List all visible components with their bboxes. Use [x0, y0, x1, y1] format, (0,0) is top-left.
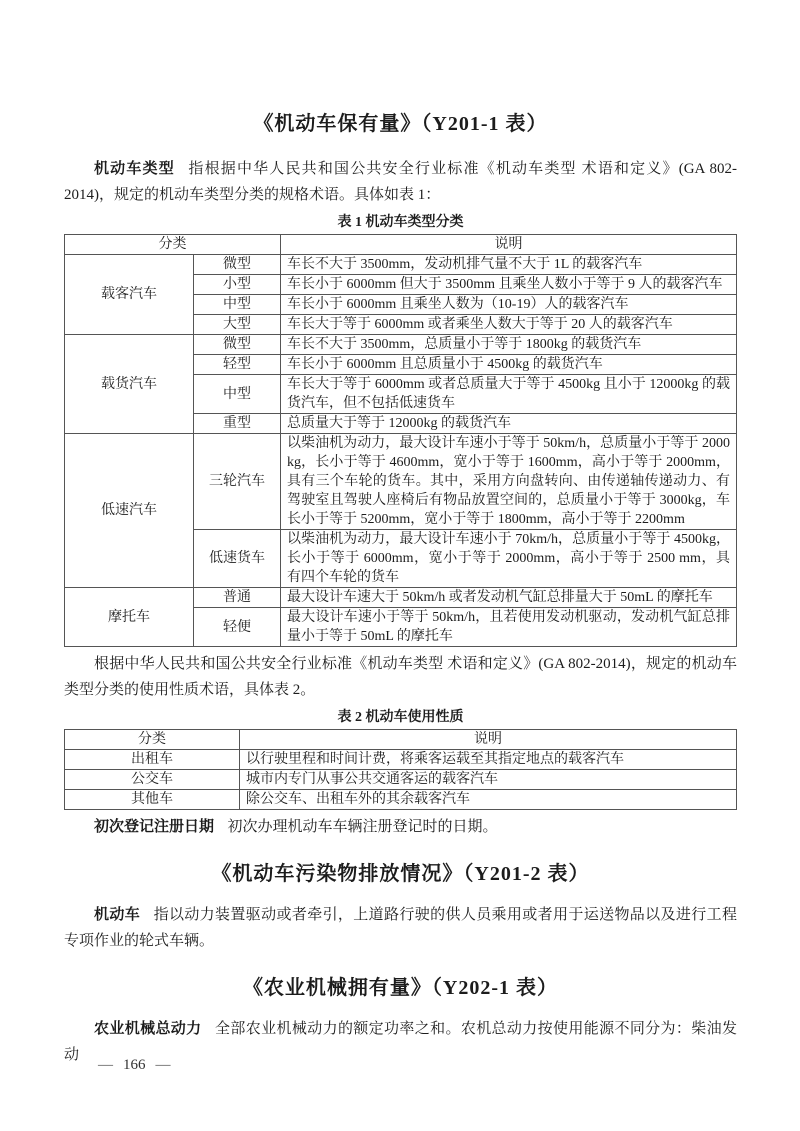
term-label: 机动车: [94, 907, 141, 923]
footer-dash: —: [155, 1057, 171, 1073]
subtype-cell: 微型: [194, 255, 281, 275]
subtype-cell: 中型: [194, 295, 281, 315]
subtype-cell: 普通: [194, 588, 281, 608]
subtype-cell: 小型: [194, 275, 281, 295]
paragraph-first-registration: [64, 814, 737, 840]
description-cell: 最大设计车速大于 50km/h 或者发动机气缸总排量大于 50mL 的摩托车: [281, 588, 737, 608]
term-label: 初次登记注册日期: [94, 819, 215, 835]
table-row: [65, 434, 737, 530]
term-label: 机动车类型: [94, 161, 175, 177]
category-cell: 低速汽车: [65, 434, 194, 588]
term-definition: 初次办理机动车车辆注册登记时的日期。: [227, 819, 498, 835]
description-cell: 以柴油机为动力，最大设计车速小于等于 50km/h，总质量小于等于 2000kg，长小于等于 4600mm，宽小于等于 1600mm，高小于等于 2000mm，具有三个车轮的货车。其中，采用方向盘转向、由传递轴传递动力、有驾驶室且驾驶人座椅后有物品放置空间的，总质量小于等于 3000kg，车长小于等于 5200mm，宽小于等于 1800mm，高小于等于 2200mm: [281, 434, 737, 530]
description-cell: 车长小于 6000mm 且乘坐人数为（10-19）人的载客汽车: [281, 295, 737, 315]
description-cell: 城市内专门从事公共交通客运的载客汽车: [240, 770, 737, 790]
column-header-category: 分类: [65, 235, 281, 255]
table-row: [65, 750, 737, 770]
description-cell: 车长大于等于 6000mm 或者乘坐人数大于等于 20 人的载客汽车: [281, 315, 737, 335]
paragraph-vehicle-type: [64, 156, 737, 208]
vehicle-type-table-head: [65, 235, 737, 255]
paragraph-usage-intro: 根据中华人民共和国公共安全行业标准《机动车类型 术语和定义》(GA 802-2014)，规定的机动车类型分类的使用性质术语，具体表 2。: [64, 656, 737, 698]
term-definition: 全部农业机械动力的额定功率之和。农机总动力按使用能源不同分为：柴油发动: [64, 1021, 737, 1063]
vehicle-type-table: [64, 234, 737, 647]
term-definition: 指根据中华人民共和国公共安全行业标准《机动车类型 术语和定义》(GA 802-2014)，规定的机动车类型分类的规格术语。具体如表 1：: [64, 161, 737, 203]
subtype-cell: 轻便: [194, 608, 281, 647]
table-row: [65, 790, 737, 810]
paragraph-motor-vehicle: [64, 902, 737, 954]
section-title-emissions: 《机动车污染物排放情况》（Y201-2 表）: [211, 863, 590, 885]
page-number-footer: [88, 1057, 181, 1073]
subtype-cell: 低速货车: [194, 530, 281, 588]
category-cell: 公交车: [65, 770, 240, 790]
description-cell: 总质量大于等于 12000kg 的载货汽车: [281, 414, 737, 434]
table2-caption: 表 2 机动车使用性质: [337, 710, 464, 725]
table1-caption: 表 1 机动车类型分类: [337, 215, 464, 230]
subtype-cell: 微型: [194, 335, 281, 355]
description-cell: 车长大于等于 6000mm 或者总质量大于等于 4500kg 且小于 12000kg 的载货汽车，但不包括低速货车: [281, 375, 737, 414]
category-cell: 载货汽车: [65, 335, 194, 434]
subtype-cell: 轻型: [194, 355, 281, 375]
section-title-agricultural-machinery: 《农业机械拥有量》（Y202-1 表）: [242, 977, 559, 999]
usage-table-head: [65, 730, 737, 750]
description-cell: 车长不大于 3500mm，发动机排气量不大于 1L 的载客汽车: [281, 255, 737, 275]
category-cell: 载客汽车: [65, 255, 194, 335]
category-cell: 其他车: [65, 790, 240, 810]
description-cell: 除公交车、出租车外的其余载客汽车: [240, 790, 737, 810]
subtype-cell: 三轮汽车: [194, 434, 281, 530]
section-title-vehicle-ownership: 《机动车保有量》（Y201-1 表）: [253, 113, 548, 135]
description-cell: 车长不大于 3500mm，总质量小于等于 1800kg 的载货汽车: [281, 335, 737, 355]
table-row: [65, 335, 737, 355]
category-cell: 出租车: [65, 750, 240, 770]
description-cell: 最大设计车速小于等于 50km/h，且若使用发动机驱动，发动机气缸总排量小于等于 50mL 的摩托车: [281, 608, 737, 647]
subtype-cell: 重型: [194, 414, 281, 434]
term-label: 农业机械总动力: [94, 1021, 202, 1037]
term-definition: 指以动力装置驱动或者牵引，上道路行驶的供人员乘用或者用于运送物品以及进行工程专项作业的轮式车辆。: [64, 907, 737, 949]
table-header-row: [65, 235, 737, 255]
subtype-cell: 大型: [194, 315, 281, 335]
category-cell: 摩托车: [65, 588, 194, 647]
usage-nature-table: [64, 729, 737, 810]
description-cell: 以柴油机为动力，最大设计车速小于 70km/h，总质量小于等于 4500kg，长小于等于 6000mm，宽小于等于 2000mm，高小于等于 2500 mm，具有四个车轮的货车: [281, 530, 737, 588]
table-row: [65, 255, 737, 275]
table-row: [65, 588, 737, 608]
column-header-category: 分类: [65, 730, 240, 750]
column-header-description: 说明: [240, 730, 737, 750]
subtype-cell: 中型: [194, 375, 281, 414]
description-cell: 车长小于 6000mm 但大于 3500mm 且乘坐人数小于等于 9 人的载客汽车: [281, 275, 737, 295]
table-row: [65, 770, 737, 790]
description-cell: 车长小于 6000mm 且总质量小于 4500kg 的载货汽车: [281, 355, 737, 375]
page-number: 166: [123, 1057, 146, 1073]
column-header-description: 说明: [281, 235, 737, 255]
footer-dash: —: [98, 1057, 113, 1073]
description-cell: 以行驶里程和时间计费，将乘客运载至其指定地点的载客汽车: [240, 750, 737, 770]
table-header-row: [65, 730, 737, 750]
